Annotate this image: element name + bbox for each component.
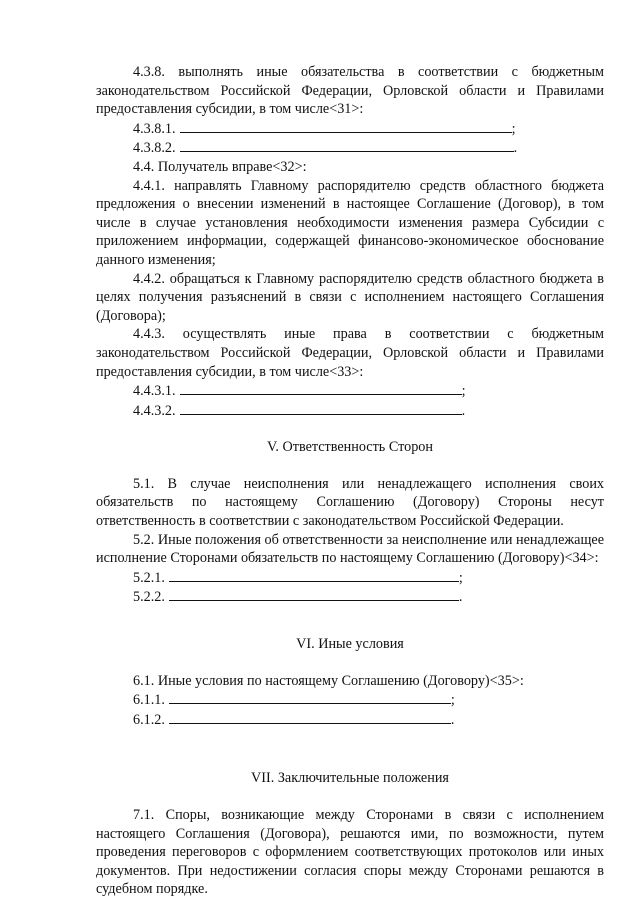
item-number: 4.4.3.2. xyxy=(133,402,176,419)
clause-4-4-2: 4.4.2. обращаться к Главному распорядителю средств областного бюджета в целях получения разъяснений в связи с исполнением настоящего Соглашения (Договора); xyxy=(96,270,604,324)
clause-4-4: 4.4. Получатель вправе<32>: xyxy=(133,158,307,175)
item-end: . xyxy=(458,589,463,606)
clause-6-1: 6.1. Иные условия по настоящему Соглашению (Договору)<35>: xyxy=(133,672,524,689)
item-end: . xyxy=(461,402,466,419)
item-number: 5.2.2. xyxy=(133,589,165,606)
clause-5-2: 5.2. Иные положения об ответственности за неисполнение или ненадлежащее исполнение Сторонами обязательств по настоящему Соглашению (Договору)<34>: xyxy=(96,531,604,567)
item-end: ; xyxy=(458,569,463,586)
item-number: 4.3.8.1. xyxy=(133,120,176,137)
item-end: ; xyxy=(511,120,516,137)
blank-line xyxy=(169,690,451,704)
item-number: 4.3.8.2. xyxy=(133,140,176,157)
item-number: 5.2.1. xyxy=(133,569,165,586)
item-number: 4.4.3.1. xyxy=(133,383,176,400)
item-end: ; xyxy=(461,383,466,400)
clause-6-1-2 xyxy=(96,710,604,730)
blank-line xyxy=(169,710,451,724)
section-5-heading: V. Ответственность Сторон xyxy=(267,439,433,456)
clause-6-1-1 xyxy=(96,690,604,710)
clause-4-4-3-2 xyxy=(96,401,604,421)
clause-4-4-1: 4.4.1. направлять Главному распорядителю средств областного бюджета предложения о внесении изменений в настоящее Соглашение (Договор), в том числе в случае установления необходимости изменения размера Субсидии с приложением информации, содержащей финансово-экономическое обоснование данного изменения; xyxy=(96,177,604,268)
document-page xyxy=(96,63,604,899)
item-number: 6.1.2. xyxy=(133,711,165,728)
clause-4-3-8-2 xyxy=(96,138,604,158)
blank-line xyxy=(180,119,512,133)
clause-5-1: 5.1. В случае неисполнения или ненадлежащего исполнения своих обязательств по настоящему Соглашению (Договору) Стороны несут ответственность в соответствии с законодательством Российской Федерации. xyxy=(96,475,604,530)
clause-4-4-3-1 xyxy=(96,381,604,401)
clause-4-3-8: 4.3.8. выполнять иные обязательства в соответствии с бюджетным законодательством Российской Федерации, Орловской области и Правилами предоставления субсидии, в том числе<31>: xyxy=(96,64,604,118)
clause-5-2-1 xyxy=(96,568,604,588)
blank-line xyxy=(180,138,514,152)
clause-4-3-8-1 xyxy=(96,119,604,139)
section-7-heading: VII. Заключительные положения xyxy=(251,770,449,787)
clause-4-4-3: 4.4.3. осуществлять иные права в соответствии с бюджетным законодательством Российской Федерации, Орловской области и Правилами предоставления субсидии, в том числе<33>: xyxy=(96,326,604,380)
clause-5-2-2 xyxy=(96,587,604,607)
blank-line xyxy=(169,568,459,582)
blank-line xyxy=(180,401,462,415)
blank-line xyxy=(169,587,459,601)
blank-line xyxy=(180,381,462,395)
item-end: . xyxy=(513,140,518,157)
item-number: 6.1.1. xyxy=(133,692,165,709)
item-end: ; xyxy=(450,692,455,709)
item-end: . xyxy=(450,711,455,728)
clause-7-1: 7.1. Споры, возникающие между Сторонами в связи с исполнением настоящего Соглашения (Договора), решаются ими, по возможности, путем проведения переговоров с оформлением соответствующих протоколов или иных документов. При недостижении согласия споры между Сторонами решаются в судебном порядке. xyxy=(96,807,604,898)
section-6-heading: VI. Иные условия xyxy=(296,636,404,653)
